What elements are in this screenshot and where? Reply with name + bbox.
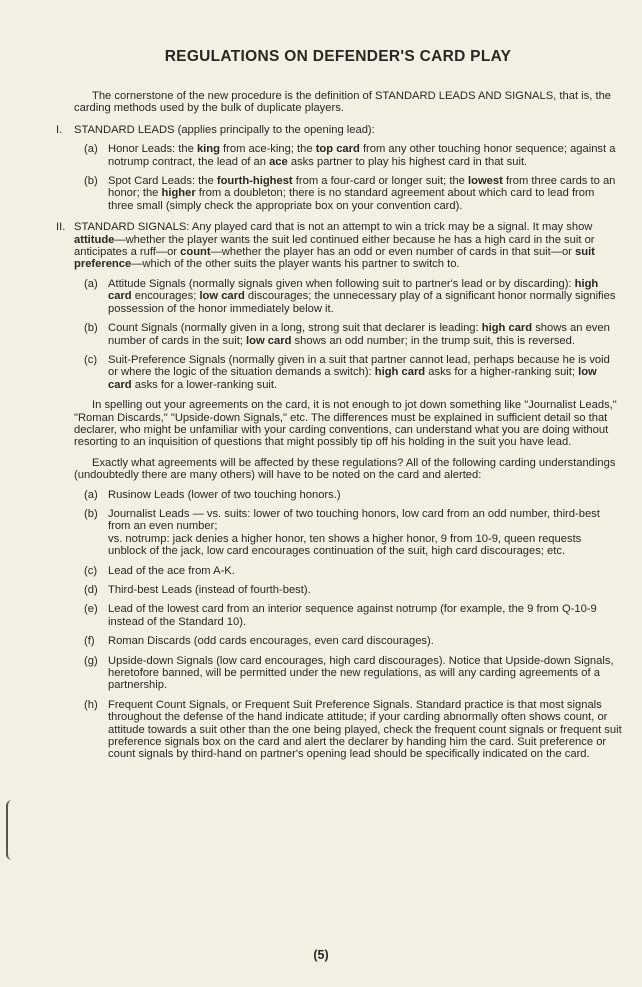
list-item: (g) Upside-down Signals (low card encourages, high card discourages). Notice that Upside-down Signals, heretofore banned, will be permitted under the new regulations, as will any carding agreements of a partnership.: [84, 654, 614, 692]
list-item: (h) Frequent Count Signals, or Frequent Suit Preference Signals. Standard practice is that most signals throughout the defense of the hand indicate attitude; if your carding abnormally often shows count, or attitude towards a suit other than the one being played, check the frequent count signals or frequent suit preference signals box on the card and alert the declarer by handing him the card. Suit preference or count signals by third-hand on partner's opening lead should be specifically indicated on the card.: [84, 698, 622, 761]
section-paragraph: STANDARD SIGNALS: Any played card that is not an attempt to win a trick may be a signal. It may show attitude—whether the player wants the suit led continued either because he has a high card in the suit or anticipates a ruff—or count—whether the player has an odd or even number of cards in that suit—or suit preference—which of the other suits the player wants his partner to switch to.: [74, 221, 595, 271]
page-number: (5): [313, 948, 329, 962]
section-standard-leads: [56, 123, 622, 212]
body-paragraph: Exactly what agreements will be affected by these regulations? All of the following carding understandings (undoubtedly there are many others) will have to be noted on the card and alerted:: [74, 456, 616, 482]
body-paragraph: In spelling out your agreements on the card, it is not enough to jot down something like "Journalist Leads," "Roman Discards," "Upside-down Signals," etc. The differences must be explained in sufficient detail so that declarer, who might be unfamiliar with your carding conventions, can understand what you are doing without resorting to an inquisition of questions that might possibly tip off his holding in the suit you have lead.: [74, 399, 617, 449]
list-item: (f) Roman Discards (odd cards encourages, even card discourages).: [84, 635, 434, 648]
agreements-list: [84, 489, 622, 761]
list-item-attitude-signals: (a) Attitude Signals (normally signals given when following suit to partner's lead or by discarding): high card encourages; low card discourages; the unnecessary play of a significant honor normally signifies possession of the honor immediately below it.: [84, 277, 616, 315]
intro-paragraph: The cornerstone of the new procedure is the definition of STANDARD LEADS AND SIGNALS, that is, the carding methods used by the bulk of duplicate players.: [74, 90, 612, 115]
list-item-count-signals: (b) Count Signals (normally given in a long, strong suit that declarer is leading: high card shows an even number of cards in the suit; low card shows an odd number; in the trump suit, this is reversed.: [84, 322, 610, 347]
section-number: I.: [56, 123, 63, 136]
list-item: (d) Third-best Leads (instead of fourth-best).: [84, 584, 311, 596]
list-item-honor-leads: (a) Honor Leads: the king from ace-king; the top card from any other touching honor sequence; against a notrump contract, the lead of an ace asks partner to play his highest card in that suit.: [84, 143, 616, 168]
page-title: REGULATIONS ON DEFENDER'S CARD PLAY: [164, 48, 512, 65]
list-item: (c) Lead of the ace from A-K.: [84, 564, 235, 577]
list-item-spot-card-leads: (b) Spot Card Leads: the fourth-highest from a four-card or longer suit; the lowest from three cards to an honor; the higher from a doubleton; there is no standard agreement about which card to lead from three small (simply check the appropriate box on your convention card).: [84, 175, 616, 212]
list-item-suit-preference-signals: (c) Suit-Preference Signals (normally given in a suit that partner cannot lead, perhaps because he is void or where the logic of the situation demands a switch): high card asks for a higher-ranking suit; low card asks for a lower-ranking suit.: [84, 353, 610, 391]
list-item: (b) Journalist Leads — vs. suits: lower of two touching honors, low card from an odd number, third-best from an even number; vs. notrump: jack denies a higher honor, ten shows a higher honor, 9 from 10-9, queen requests unblock of the jack, low card encourages continuation of the suit, high card discourages; etc.: [84, 507, 600, 558]
binder-hole-mark: [6, 800, 14, 860]
section-number: II.: [56, 221, 66, 234]
section-standard-signals: [56, 221, 622, 391]
list-item: (e) Lead of the lowest card from an interior sequence against notrump (for example, the 9 from Q-10-9 instead of the Standard 10).: [84, 603, 597, 628]
section-heading: STANDARD LEADS (applies principally to the opening lead):: [74, 123, 375, 136]
list-item: (a) Rusinow Leads (lower of two touching honors.): [84, 488, 341, 501]
